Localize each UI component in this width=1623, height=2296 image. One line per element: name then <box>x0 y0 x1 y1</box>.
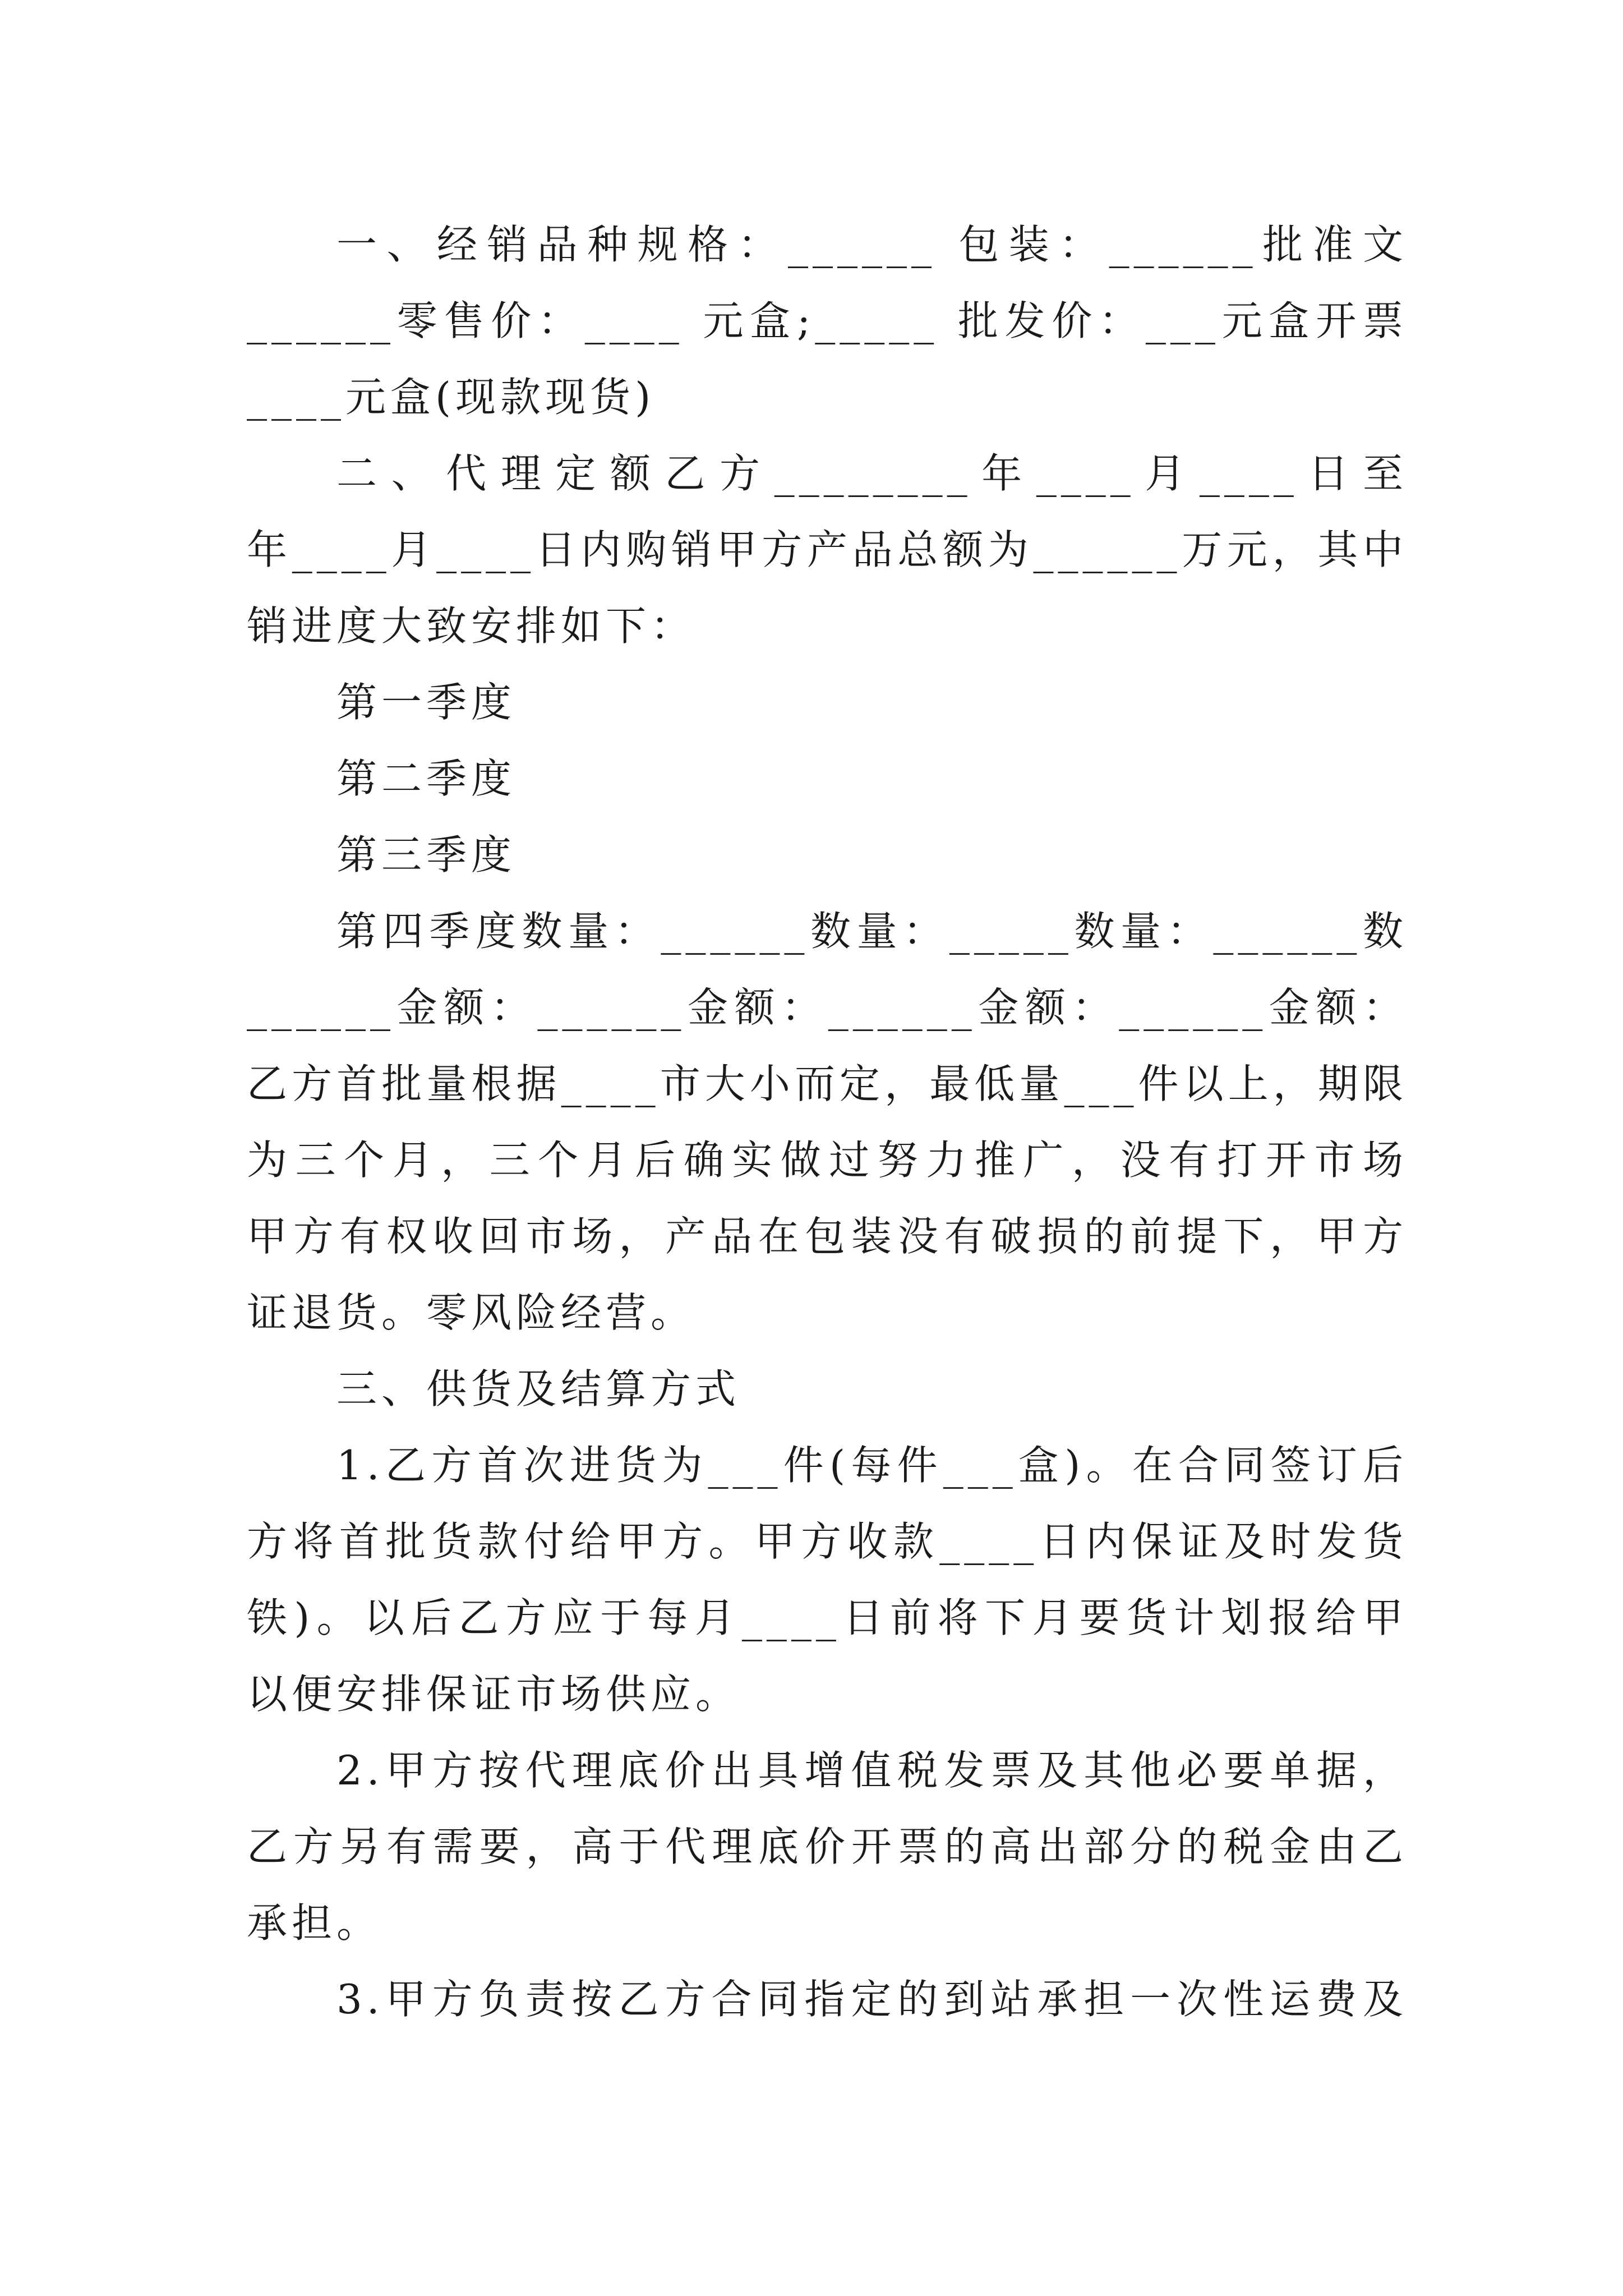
item-1-line-1: 1.乙方首次进货为___件(每件___盒)。在合同签订后 <box>336 1442 1408 1489</box>
document-body <box>247 206 1408 2037</box>
amount-line: ______金额：______金额：______金额：______金额： <box>247 984 1408 1031</box>
quarter-3-label: 第三季度 <box>336 831 517 878</box>
item-3-line-1: 3.甲方负责按乙方合同指定的到站承担一次性运费及 <box>336 1976 1408 2023</box>
item-1-line-4: 以便安排保证市场供应。 <box>247 1671 741 1718</box>
item-2-line-2: 乙方另有需要，高于代理底价开票的高出部分的税金由乙 <box>247 1823 1408 1870</box>
first-batch-line-2: 为三个月，三个月后确实做过努力推广，没有打开市场 <box>247 1137 1408 1184</box>
clause-1-line-2: ______零售价：____ 元盒;_____ 批发价：___元盒开票 <box>247 297 1408 344</box>
clause-1-line-1: 一、经销品种规格：______ 包装：______批准文 <box>336 221 1408 268</box>
first-batch-line-3: 甲方有权收回市场，产品在包装没有破损的前提下，甲方 <box>247 1213 1408 1260</box>
clause-2-line-2: 年____月____日内购销甲方产品总额为______万元，其中 <box>247 526 1408 573</box>
first-batch-line-1: 乙方首批量根据____市大小而定，最低量___件以上，期限 <box>247 1060 1408 1107</box>
item-1-line-3: 铁)。以后乙方应于每月____日前将下月要货计划报给甲 <box>247 1594 1408 1641</box>
clause-2-line-3: 销进度大致安排如下： <box>247 602 696 650</box>
clause-2-line-1: 二、代理定额乙方________年____月____日至 <box>336 450 1408 497</box>
item-2-line-3: 承担。 <box>247 1899 382 1947</box>
item-1-line-2: 方将首批货款付给甲方。甲方收款____日内保证及时发货 <box>247 1518 1408 1565</box>
clause-1-line-3: ____元盒(现款现货) <box>247 374 656 421</box>
item-2-line-1: 2.甲方按代理底价出具增值税发票及其他必要单据， <box>336 1747 1408 1794</box>
first-batch-line-4: 证退货。零风险经营。 <box>247 1289 696 1336</box>
section-3-heading: 三、供货及结算方式 <box>336 1365 741 1412</box>
quarter-4-quantity-line: 第四季度数量：______数量：_____数量：______数 <box>336 908 1408 955</box>
quarter-1-label: 第一季度 <box>336 679 517 726</box>
quarter-2-label: 第二季度 <box>336 755 517 802</box>
